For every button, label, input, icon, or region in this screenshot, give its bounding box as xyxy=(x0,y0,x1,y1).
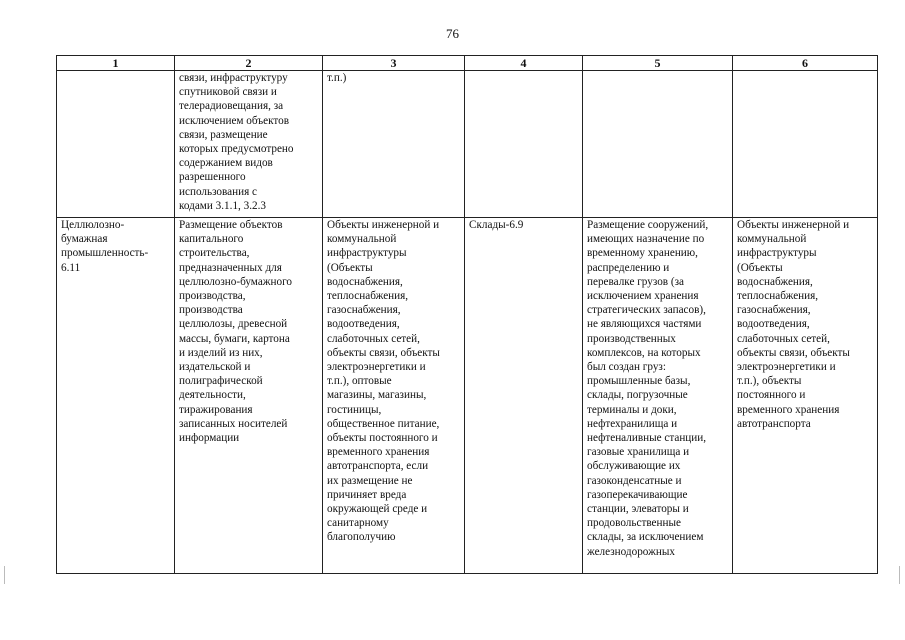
table-cell-col-6 xyxy=(733,218,878,574)
cell-text-line: массы, бумаги, картона xyxy=(179,332,290,345)
cell-text-line: магазины, магазины, xyxy=(327,389,427,402)
column-header-3: 3 xyxy=(323,56,465,71)
cell-text-line: газоснабжения, xyxy=(737,304,811,317)
cell-text-line: обслуживающие их xyxy=(587,460,681,473)
cell-text-line: 6.11 xyxy=(61,261,81,274)
table-cell-col-3 xyxy=(323,71,465,218)
cell-text-line: склады, погрузочные xyxy=(587,389,688,402)
table-cell-col-5 xyxy=(583,218,733,574)
cell-text-line: коммунальной xyxy=(737,233,807,246)
cell-text-line: нефтеналивные станции, xyxy=(587,432,707,445)
table-cell-col-5 xyxy=(583,71,733,218)
table-cell-col-6 xyxy=(733,71,878,218)
cell-text-line: промышленные базы, xyxy=(587,375,691,388)
cell-text-line: исключением объектов xyxy=(179,114,289,127)
cell-text-line: телерадиовещания, за xyxy=(179,100,284,113)
cell-text-line: объекты связи, объекты xyxy=(737,346,850,359)
cell-text-line: благополучию xyxy=(327,531,396,544)
column-header-1: 1 xyxy=(57,56,175,71)
cell-text-line: полиграфической xyxy=(179,375,263,388)
cell-text-line: записанных носителей xyxy=(179,417,288,430)
cell-text-line: комплексов, на которых xyxy=(587,346,701,359)
column-header-5: 5 xyxy=(583,56,733,71)
cell-text-line: капитального xyxy=(179,233,244,246)
cell-text-line: бумажная xyxy=(61,233,108,246)
cell-text-line: автотранспорта xyxy=(737,417,811,430)
table-cell-col-2 xyxy=(175,218,323,574)
cell-text-line: инфраструктуры xyxy=(327,247,407,260)
scan-edge-mark-left xyxy=(4,566,5,584)
cell-text-line: кодами 3.1.1, 3.2.3 xyxy=(179,199,267,212)
cell-text-line: слаботочных сетей, xyxy=(737,332,830,345)
cell-text-line: целлюлозы, древесной xyxy=(179,318,288,331)
table-row xyxy=(57,218,878,574)
cell-text-line: и изделий из них, xyxy=(179,346,263,359)
cell-text-line: связи, инфраструктуру xyxy=(179,72,288,84)
cell-text-line: газоснабжения, xyxy=(327,304,401,317)
cell-text-line: слаботочных сетей, xyxy=(327,332,420,345)
table-cell-col-4 xyxy=(465,218,583,574)
cell-text-line: Объекты инженерной и xyxy=(327,219,440,231)
cell-text-line: железнодорожных xyxy=(587,545,675,558)
cell-text-line: т.п.), оптовые xyxy=(327,375,392,388)
cell-text-line: объекты связи, объекты xyxy=(327,346,440,359)
cell-text-line: целлюлозно-бумажного xyxy=(179,275,292,288)
cell-text-line: временного хранения xyxy=(737,403,840,416)
cell-text-line: инфраструктуры xyxy=(737,247,817,260)
cell-text-line: был создан груз: xyxy=(587,361,666,374)
cell-text-line: теплоснабжения, xyxy=(327,290,409,303)
cell-text-line: станции, элеваторы и xyxy=(587,503,689,516)
cell-text-line: производства xyxy=(179,304,243,317)
table-body xyxy=(57,71,878,574)
cell-text-line: терминалы и доки, xyxy=(587,403,677,416)
table-row xyxy=(57,71,878,218)
cell-text-line: водоснабжения, xyxy=(327,275,403,288)
cell-text-line: распределению и xyxy=(587,261,670,274)
cell-text-line: перевалке грузов (за xyxy=(587,275,684,288)
cell-text-line: информации xyxy=(179,432,240,445)
cell-text-line: разрешенного xyxy=(179,171,246,184)
cell-text-line: производства, xyxy=(179,290,246,303)
cell-text-line: производственных xyxy=(587,332,676,345)
cell-text-line: не являющихся частями xyxy=(587,318,702,331)
cell-text-line: объекты постоянного и xyxy=(327,432,438,445)
cell-text-line: строительства, xyxy=(179,247,250,260)
cell-text-line: гостиницы, xyxy=(327,403,382,416)
cell-text-line: промышленность- xyxy=(61,247,149,260)
cell-text-line: нефтехранилища и xyxy=(587,417,678,430)
column-header-2: 2 xyxy=(175,56,323,71)
cell-text-line: спутниковой связи и xyxy=(179,86,277,99)
table-cell-col-1 xyxy=(57,71,175,218)
cell-text-line: электроэнергетики и xyxy=(737,361,836,374)
cell-text-line: временного хранения xyxy=(327,446,430,459)
cell-text-line: постоянного и xyxy=(737,389,806,402)
cell-text-line: санитарному xyxy=(327,517,389,530)
cell-text-line: которых предусмотрено xyxy=(179,143,294,156)
cell-text-line: Объекты инженерной и xyxy=(737,219,850,231)
cell-text-line: общественное питание, xyxy=(327,417,440,430)
cell-text-line: стратегических запасов), xyxy=(587,304,706,317)
cell-text-line: склады, за исключением xyxy=(587,531,704,544)
table-cell-col-2 xyxy=(175,71,323,218)
cell-text-line: Размещение объектов xyxy=(179,219,283,231)
scan-edge-mark-right xyxy=(899,566,900,584)
table-cell-col-4 xyxy=(465,71,583,218)
cell-text-line: издательской и xyxy=(179,361,251,374)
cell-text-line: электроэнергетики и xyxy=(327,361,426,374)
regulation-table xyxy=(56,55,878,574)
cell-text-line: теплоснабжения, xyxy=(737,290,819,303)
cell-text-line: тиражирования xyxy=(179,403,253,416)
page-number: 76 xyxy=(446,26,459,41)
cell-text-line: (Объекты xyxy=(737,261,783,274)
cell-text-line: газовые хранилища и xyxy=(587,446,690,459)
cell-text-line: деятельности, xyxy=(179,389,246,402)
cell-text-line: Склады-6.9 xyxy=(469,219,524,231)
cell-text-line: т.п.), объекты xyxy=(737,375,802,388)
cell-text-line: Размещение сооружений, xyxy=(587,219,709,231)
cell-text-line: газоперекачивающие xyxy=(587,488,688,501)
column-header-6: 6 xyxy=(733,56,878,71)
cell-text-line: водоотведения, xyxy=(737,318,810,331)
cell-text-line: предназначенных для xyxy=(179,261,282,274)
cell-text-line: причиняет вреда xyxy=(327,488,407,501)
cell-text-line: имеющих назначение по xyxy=(587,233,705,246)
cell-text-line: Целлюлозно- xyxy=(61,219,125,231)
table-cell-col-3 xyxy=(323,218,465,574)
cell-text-line: автотранспорта, если xyxy=(327,460,429,473)
cell-text-line: их размещение не xyxy=(327,474,413,487)
table-cell-col-1 xyxy=(57,218,175,574)
cell-text-line: (Объекты xyxy=(327,261,373,274)
column-header-4: 4 xyxy=(465,56,583,71)
cell-text-line: исключением хранения xyxy=(587,290,699,303)
cell-text-line: водоснабжения, xyxy=(737,275,813,288)
cell-text-line: использования с xyxy=(179,185,258,198)
cell-text-line: содержанием видов xyxy=(179,157,273,170)
cell-text-line: продовольственные xyxy=(587,517,681,530)
cell-text-line: временному хранению, xyxy=(587,247,698,260)
cell-text-line: связи, размещение xyxy=(179,128,268,141)
cell-text-line: окружающей среде и xyxy=(327,503,428,516)
cell-text-line: т.п.) xyxy=(327,72,347,84)
cell-text-line: коммунальной xyxy=(327,233,397,246)
table-header-row xyxy=(57,56,878,71)
cell-text-line: водоотведения, xyxy=(327,318,400,331)
cell-text-line: газоконденсатные и xyxy=(587,474,682,487)
